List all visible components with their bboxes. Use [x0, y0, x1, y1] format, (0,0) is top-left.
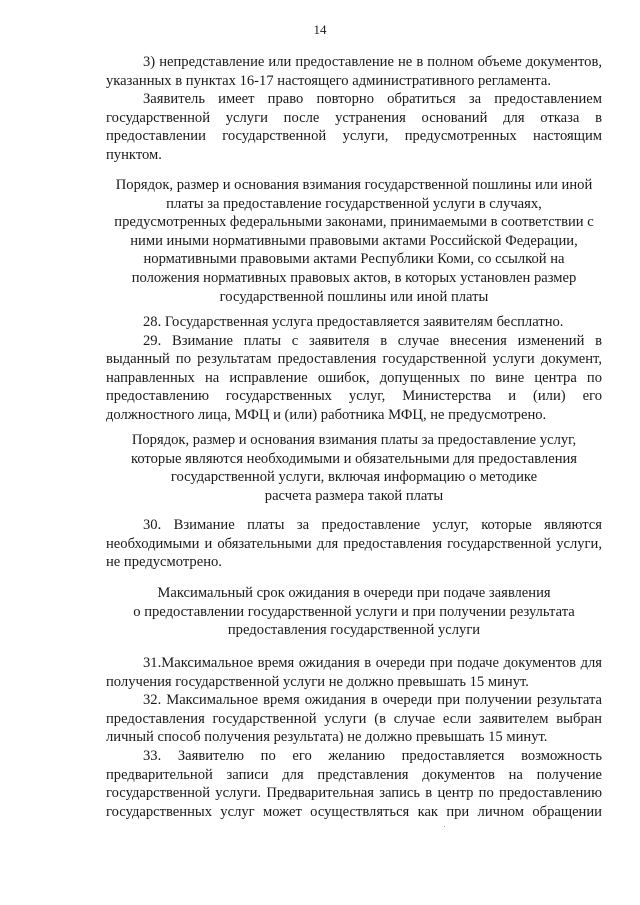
paragraph: 31.Максимальное время ожидания в очереди при подаче документов для получения государственной услуги не должно превышать 15 минут. — [106, 655, 602, 690]
heading-line: положения нормативных правовых актов, в которых установлен размер — [131, 269, 577, 286]
section-queue — [106, 654, 602, 821]
heading-line: государственной услуги, включая информацию о методике — [170, 469, 538, 486]
heading-necessary-services-fee — [106, 431, 602, 505]
paragraph: 29. Взимание платы с заявителя в случае внесения изменений в выданный по результатам предоставления государственной услуги документ, направленных на исправление ошибок, допущенных по вине центра по предоставлению государственных услуг, Министерства и (или) его должностного лица, МФЦ и (или) работника МФЦ, не предусмотрено. — [106, 332, 602, 423]
paragraph: 30. Взимание платы за предоставление услуг, которые являются необходимыми и обязательными для предоставления государственной услуги, не предусмотрено. — [106, 517, 602, 571]
heading-line: которые являются необходимыми и обязательными для предоставления — [130, 450, 578, 467]
heading-line: Максимальный срок ожидания в очереди при подаче заявления — [157, 585, 551, 601]
paragraph: Заявитель имеет право повторно обратиться за предоставлением государственной услуги после устранения оснований для отказа в предоставлении государственной услуги, предусмотренных настоящим пунктом. — [106, 91, 602, 163]
paragraph: 28. Государственная услуга предоставляется заявителям бесплатно. — [143, 314, 564, 330]
paragraph: 33. Заявителю по его желанию предоставляется возможность предварительной записи для представления документов на получение государственной услуги. Предварительная запись в центр по предоставлению государственных услуг может осуществляться как при личном обращении — [106, 747, 602, 820]
section-refusal-grounds — [106, 53, 602, 165]
section-necessary-services — [106, 516, 602, 572]
heading-queue-time — [106, 584, 602, 640]
heading-line: ними иными нормативными правовыми актами Российской Федерации, — [130, 232, 578, 249]
paragraph: 32. Максимальное время ожидания в очереди при получении результата предоставления государственной услуги (в случае если заявителем выбран личный способ получения результата) не должно превышать 15 минут. — [106, 692, 602, 746]
heading-line: платы за предоставление государственной услуги в случаях, — [166, 195, 542, 212]
section-fee — [106, 313, 602, 425]
heading-line: нормативными правовыми актами Республики Коми, со ссылкой на — [143, 251, 565, 268]
heading-line: государственной пошлины или иной платы — [219, 288, 489, 305]
heading-line: расчета размера такой платы — [264, 487, 444, 504]
heading-line: предусмотренных федеральными законами, принимаемыми в соответствии с — [114, 214, 594, 231]
paragraph: 3) непредставление или предоставление не в полном объеме документов, указанных в пунктах 16-17 настоящего административного регламента. — [106, 54, 602, 89]
heading-line: Порядок, размер и основания взимания платы за предоставление услуг, — [131, 432, 577, 448]
page-number: 14 — [313, 22, 327, 37]
heading-line: Порядок, размер и основания взимания государственной пошлины или иной — [115, 177, 593, 193]
heading-line: о предоставлении государственной услуги и при получении результата — [133, 603, 575, 620]
scan-speck — [444, 826, 445, 827]
heading-state-duty — [106, 176, 602, 306]
heading-line: предоставления государственной услуги — [227, 622, 481, 639]
